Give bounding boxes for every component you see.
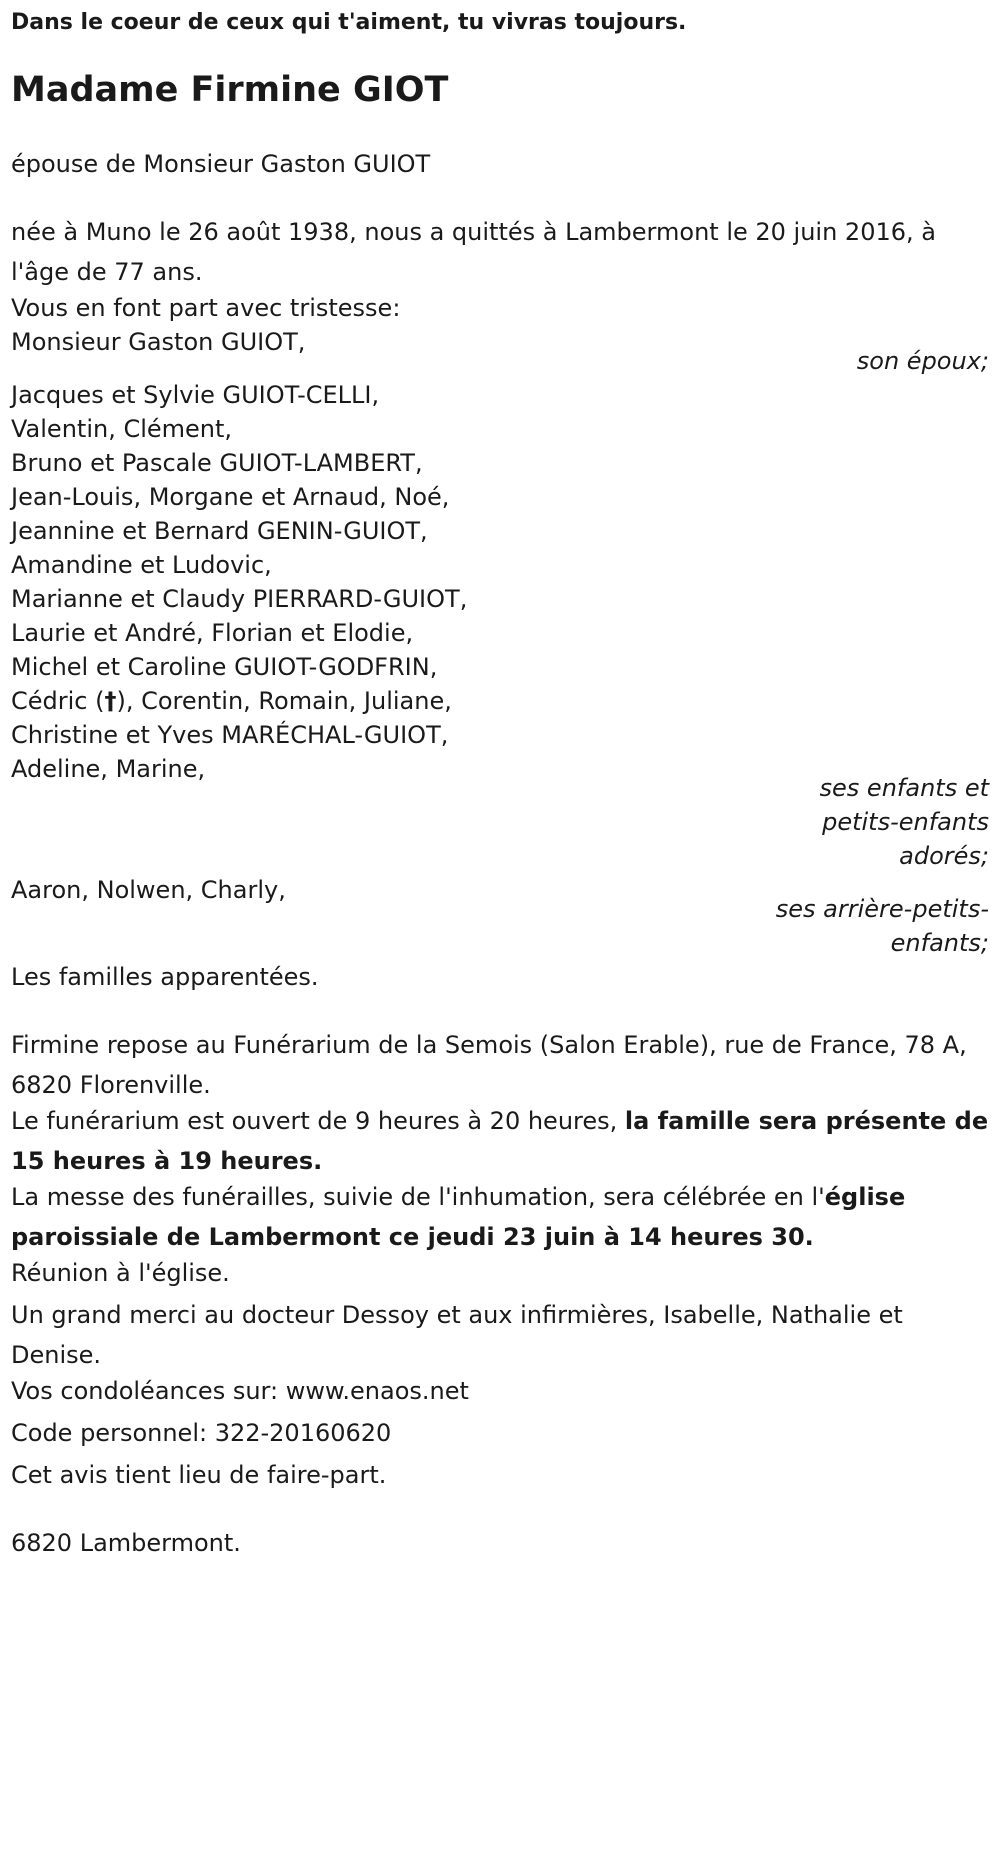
children-list (11, 375, 989, 789)
list-item: Amandine et Ludovic, (11, 551, 272, 579)
personal-code-line: Code personnel: 322-20160620 (11, 1419, 392, 1447)
list-item: Christine et Yves MARÉCHAL-GUIOT, (11, 721, 449, 749)
announce-line: Vous en font part avec tristesse: (11, 294, 401, 322)
list-item: Bruno et Pascale GUIOT-LAMBERT, (11, 449, 423, 477)
list-item: Jeannine et Bernard GENIN-GUIOT, (11, 517, 428, 545)
related-families: Les familles apparentées. (11, 963, 319, 991)
list-item: Valentin, Clément, (11, 415, 233, 443)
opening-hours-paragraph (11, 1101, 989, 1181)
birth-death-paragraph: née à Muno le 26 août 1938, nous a quittés à Lambermont le 20 juin 2016, à l'âge de 77 ans. (11, 218, 936, 286)
opening-hours-text: Le funérarium est ouvert de 9 heures à 20 heures, (11, 1107, 625, 1135)
list-item: Adeline, Marine, (11, 755, 206, 783)
children-relation-line: ses enfants et (819, 774, 989, 802)
husband-relation: son époux; (856, 347, 989, 375)
deceased-name: Madame Firmine GIOT (11, 70, 449, 110)
repose-paragraph: Firmine repose au Funérarium de la Semois (Salon Erable), rue de France, 78 A, 6820 Florenville. (11, 1031, 967, 1099)
notice-line: Cet avis tient lieu de faire-part. (11, 1461, 387, 1489)
thanks-paragraph: Un grand merci au docteur Dessoy et aux infirmières, Isabelle, Nathalie et Denise. (11, 1301, 903, 1369)
footer-address: 6820 Lambermont. (11, 1529, 241, 1557)
children-relation-line: petits-enfants (822, 808, 989, 836)
list-item: Jean-Louis, Morgane et Arnaud, Noé, (11, 483, 450, 511)
spouse-line: épouse de Monsieur Gaston GUIOT (11, 150, 431, 178)
great-grandchildren-relation-line: ses arrière-petits- (775, 895, 989, 923)
list-item: Jacques et Sylvie GUIOT-CELLI, (11, 381, 380, 409)
condolences-line: Vos condoléances sur: www.enaos.net (11, 1377, 469, 1405)
cross-icon: † (104, 687, 117, 715)
mass-location-time: église paroissiale de Lambermont ce jeudi 23 juin à 14 heures 30. (11, 1183, 906, 1251)
family-presence-text: la famille sera présente de 15 heures à 19 heures. (11, 1107, 989, 1175)
reunion-line: Réunion à l'église. (11, 1259, 230, 1287)
mass-text: La messe des funérailles, suivie de l'inhumation, sera célébrée en l' (11, 1183, 825, 1211)
husband-name: Monsieur Gaston GUIOT, (11, 328, 306, 356)
great-grandchildren-names: Aaron, Nolwen, Charly, (11, 876, 286, 904)
great-grandchildren-relation-line: enfants; (890, 929, 989, 957)
list-item-text: Cédric ( (11, 687, 105, 715)
list-item-text: ), Corentin, Romain, Juliane, (116, 687, 452, 715)
list-item: Laurie et André, Florian et Elodie, (11, 619, 414, 647)
opening-quote: Dans le coeur de ceux qui t'aiment, tu vivras toujours. (11, 10, 687, 35)
list-item: Michel et Caroline GUIOT-GODFRIN, (11, 653, 438, 681)
children-relation-line: adorés; (899, 842, 989, 870)
mass-paragraph (11, 1177, 989, 1257)
list-item: Marianne et Claudy PIERRARD-GUIOT, (11, 585, 468, 613)
